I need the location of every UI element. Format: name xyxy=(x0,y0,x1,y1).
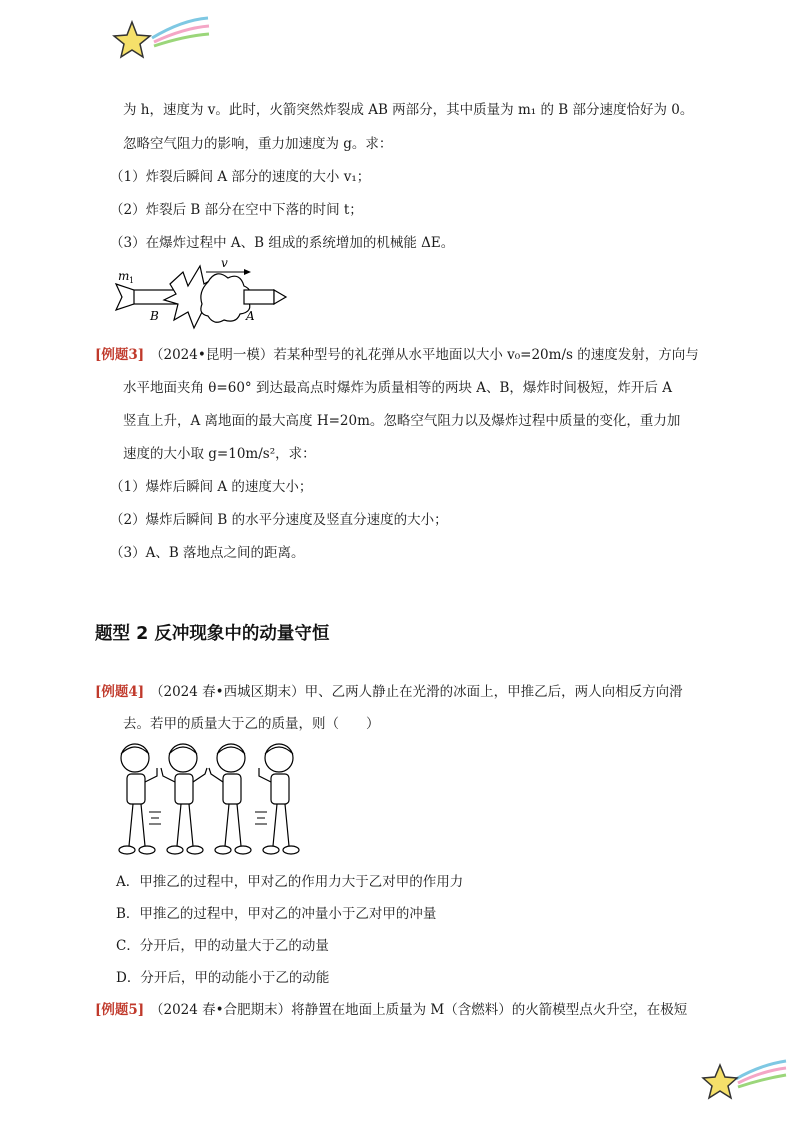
ex2-question-3: （3）在爆炸过程中 A、B 组成的系统增加的机械能 ΔE。 xyxy=(110,235,455,251)
ex4-option-c: C．分开后，甲的动量大于乙的动量 xyxy=(116,938,329,954)
ex4-option-b: B．甲推乙的过程中，甲对乙的冲量小于乙对甲的冲量 xyxy=(116,906,437,922)
rocket-explosion-figure xyxy=(108,252,293,332)
velocity-label: v xyxy=(221,256,228,270)
ex3-line1: （2024•昆明一模）若某种型号的礼花弹从水平地面以大小 v₀=20m/s 的速度发射，方向与 xyxy=(150,347,699,363)
ex3-question-2: （2）爆炸后瞬间 B 的水平分速度及竖直分速度的大小； xyxy=(110,512,448,528)
ex5-line1: （2024 春•合肥期末）将静置在地面上质量为 M（含燃料）的火箭模型点火升空，在极短 xyxy=(150,1002,688,1018)
ex4-line1: （2024 春•西城区期末）甲、乙两人静止在光滑的冰面上，甲推乙后，两人向相反方向滑 xyxy=(150,684,683,700)
part-a-label: A xyxy=(246,309,255,323)
ex2-question-1: （1）炸裂后瞬间 A 部分的速度的大小 v₁； xyxy=(110,169,371,185)
ex5-tag: [例题5] xyxy=(95,1002,145,1018)
ex4-tag: [例题4] xyxy=(95,684,145,700)
svg-text:1: 1 xyxy=(129,276,135,285)
section-title: 题型 2 反冲现象中的动量守恒 xyxy=(95,624,330,644)
ex2-line1: 为 h，速度为 v。此时，火箭突然炸裂成 AB 两部分，其中质量为 m₁ 的 B 部分速度恰好为 0。 xyxy=(123,102,694,118)
ex4-option-a: A．甲推乙的过程中，甲对乙的作用力大于乙对甲的作用力 xyxy=(116,874,464,890)
ex4-option-d: D．分开后，甲的动能小于乙的动能 xyxy=(116,970,330,986)
ex3-tag: [例题3] xyxy=(95,347,145,363)
mass-label: m xyxy=(118,269,130,283)
ex3-question-3: （3）A、B 落地点之间的距离。 xyxy=(110,545,305,561)
ex2-question-2: （2）炸裂后 B 部分在空中下落的时间 t； xyxy=(110,202,363,218)
star-decoration-bottom-icon xyxy=(700,1055,790,1100)
ex2-line2: 忽略空气阻力的影响，重力加速度为 g。求： xyxy=(123,136,393,152)
ex4-line2: 去。若甲的质量大于乙的质量，则（ ） xyxy=(123,716,380,732)
ex3-question-1: （1）爆炸后瞬间 A 的速度大小； xyxy=(110,479,313,495)
part-b-label: B xyxy=(150,309,159,323)
star-decoration-top-icon xyxy=(112,10,212,60)
ex3-line3: 竖直上升，A 离地面的最大高度 H=20m。忽略空气阻力以及爆炸过程中质量的变化，重力加 xyxy=(123,413,681,429)
ex3-line2: 水平地面夹角 θ=60° 到达最高点时爆炸为质量相等的两块 A、B，爆炸时间极短，炸开后 A xyxy=(123,380,672,396)
skaters-figure xyxy=(113,738,303,863)
ex3-line4: 速度的大小取 g=10m/s²，求： xyxy=(123,446,316,462)
